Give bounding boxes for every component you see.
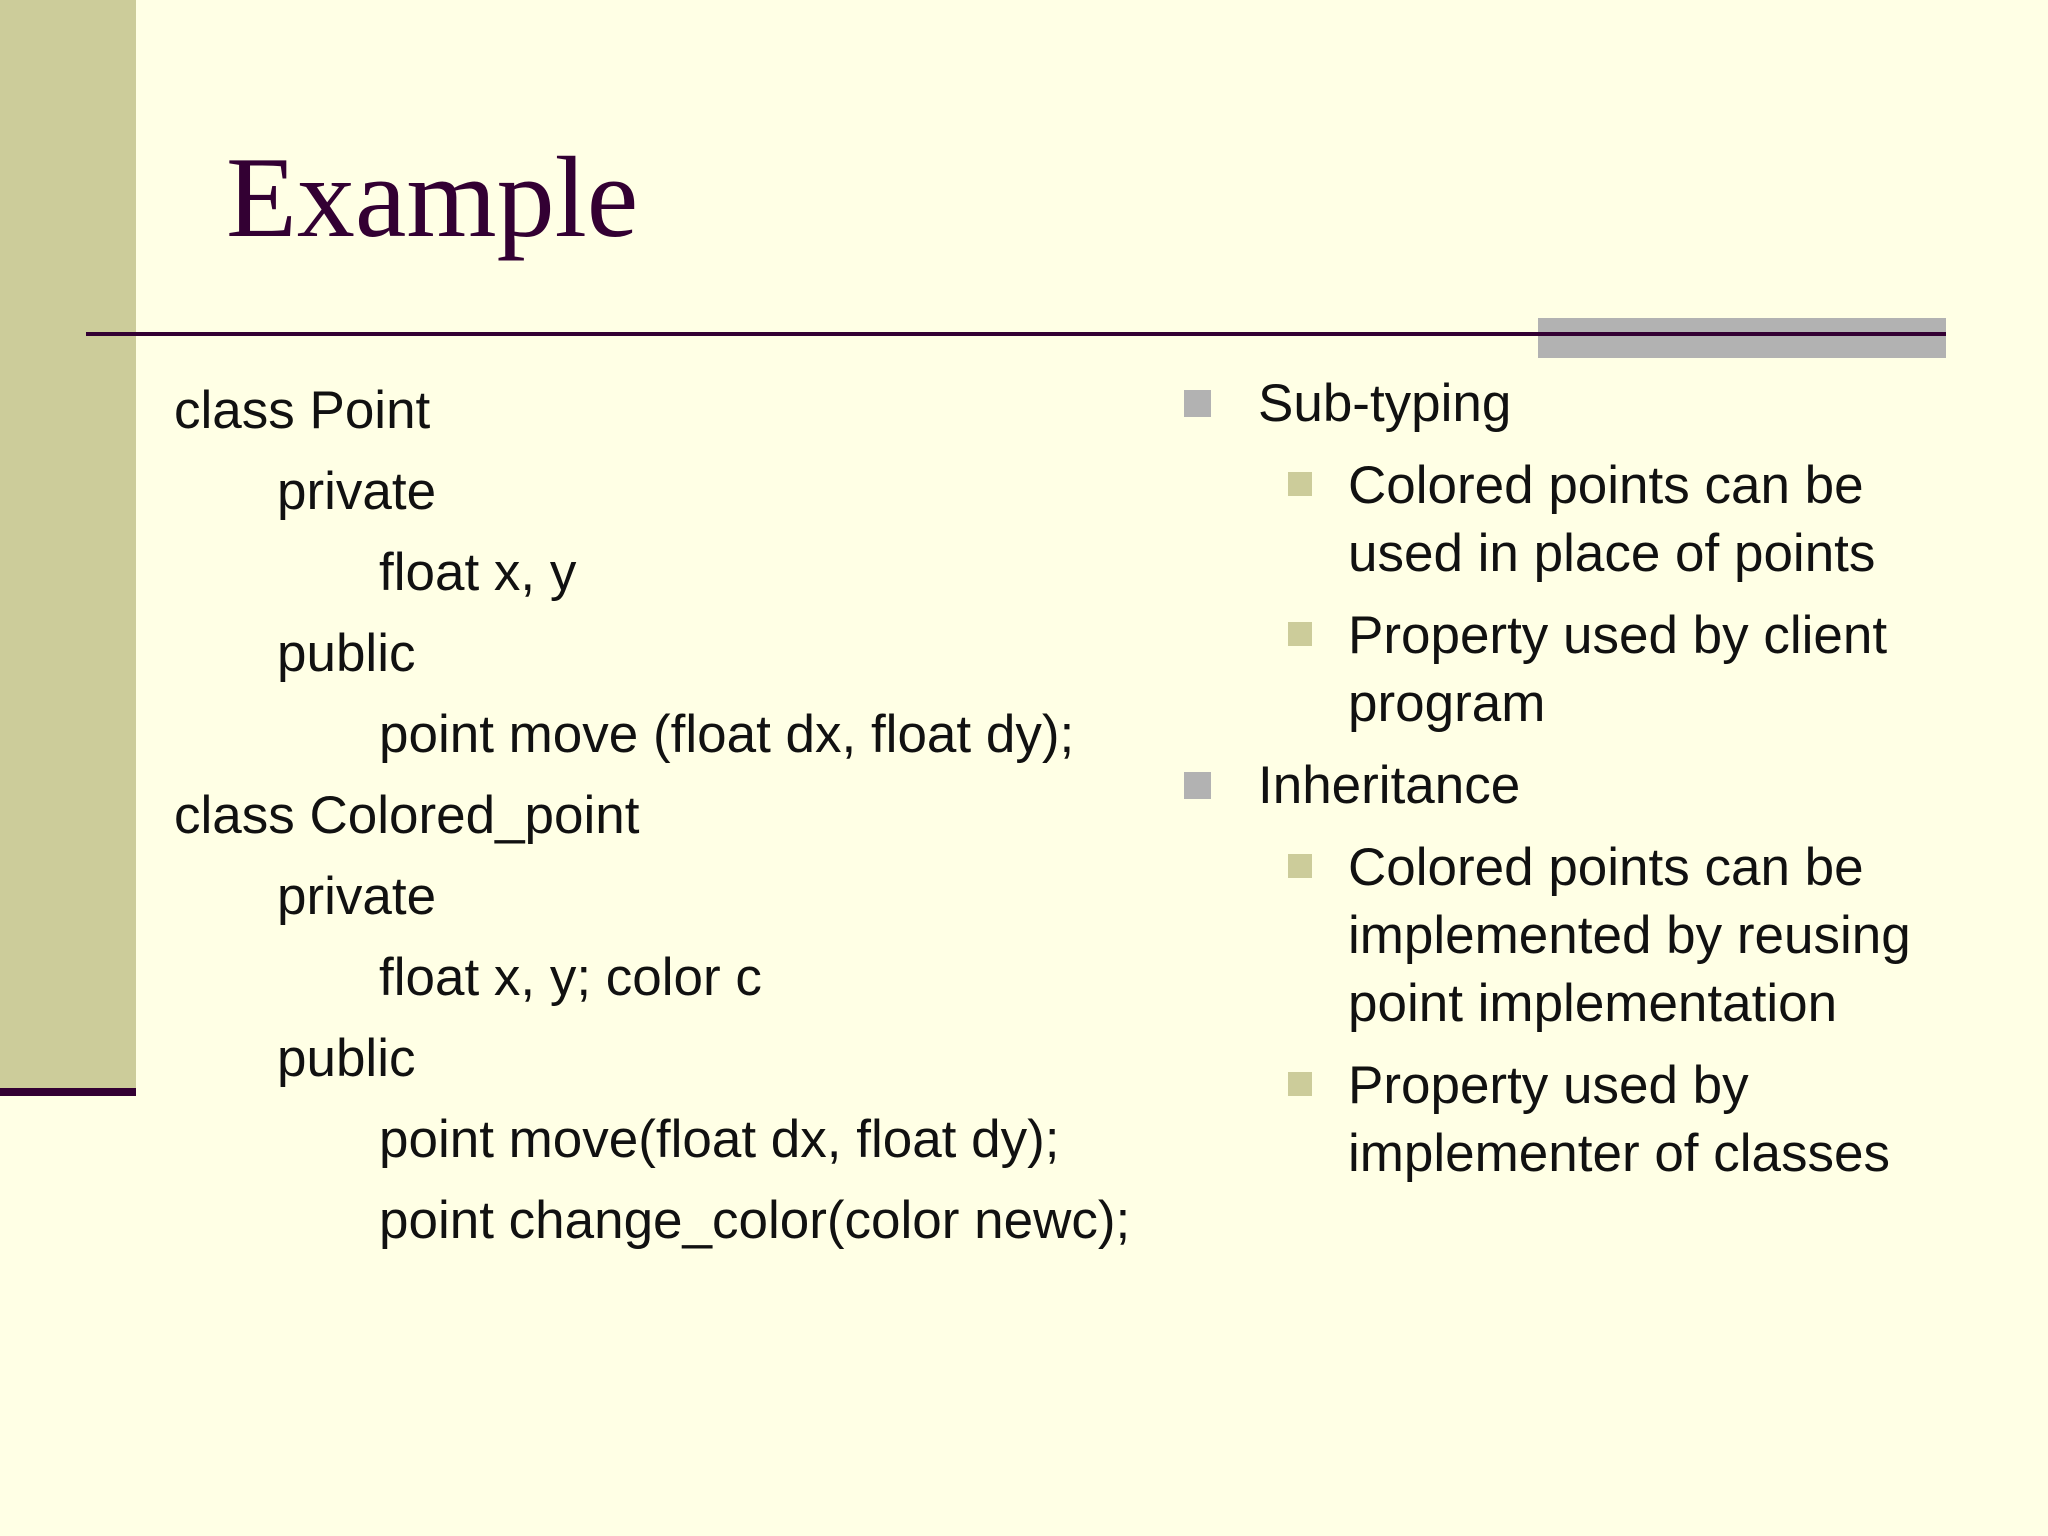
bullet-item: [1184, 370, 1984, 438]
title-accent-line: [1538, 332, 1946, 336]
code-listing: [174, 370, 1174, 1261]
code-line: private: [277, 867, 437, 926]
square-bullet-icon: [1184, 390, 1211, 417]
bullet-text: Sub-typing: [1258, 374, 1512, 433]
side-bar-underline: [0, 1088, 136, 1096]
square-sub-bullet-icon: [1288, 472, 1312, 496]
sub-bullet-item: [1184, 452, 1968, 588]
square-bullet-icon: [1184, 772, 1211, 799]
sub-bullet-group: [1184, 452, 1984, 738]
sub-bullet-item: [1184, 834, 1968, 1038]
square-sub-bullet-icon: [1288, 854, 1312, 878]
bullet-item: [1184, 752, 1984, 820]
code-line: public: [277, 1029, 416, 1088]
sub-bullet-item: [1184, 1052, 1968, 1188]
square-sub-bullet-icon: [1288, 1072, 1312, 1096]
code-line: public: [277, 624, 416, 683]
sub-bullet-text: Colored points can be used in place of points: [1348, 456, 1876, 583]
code-line: private: [277, 462, 437, 521]
bullet-text: Inheritance: [1258, 756, 1521, 815]
sub-bullet-text: Colored points can be implemented by reusing point implementation: [1348, 838, 1911, 1033]
title-accent-bar: [1538, 318, 1946, 358]
sub-bullet-group: [1184, 834, 1984, 1188]
code-line: class Colored_point: [174, 786, 640, 845]
bullet-list: [1184, 370, 1984, 1202]
code-line: point move (float dx, float dy);: [379, 705, 1075, 764]
code-line: float x, y; color c: [379, 948, 762, 1007]
sub-bullet-item: [1184, 602, 1968, 738]
code-line: float x, y: [379, 543, 577, 602]
sub-bullet-text: Property used by client program: [1348, 606, 1888, 733]
slide-title: Example: [226, 134, 639, 262]
code-line: point move(float dx, float dy);: [379, 1110, 1060, 1169]
side-bar: [0, 0, 136, 1088]
code-line: class Point: [174, 381, 431, 440]
square-sub-bullet-icon: [1288, 622, 1312, 646]
sub-bullet-text: Property used by implementer of classes: [1348, 1056, 1890, 1183]
code-line: point change_color(color newc);: [379, 1191, 1131, 1250]
